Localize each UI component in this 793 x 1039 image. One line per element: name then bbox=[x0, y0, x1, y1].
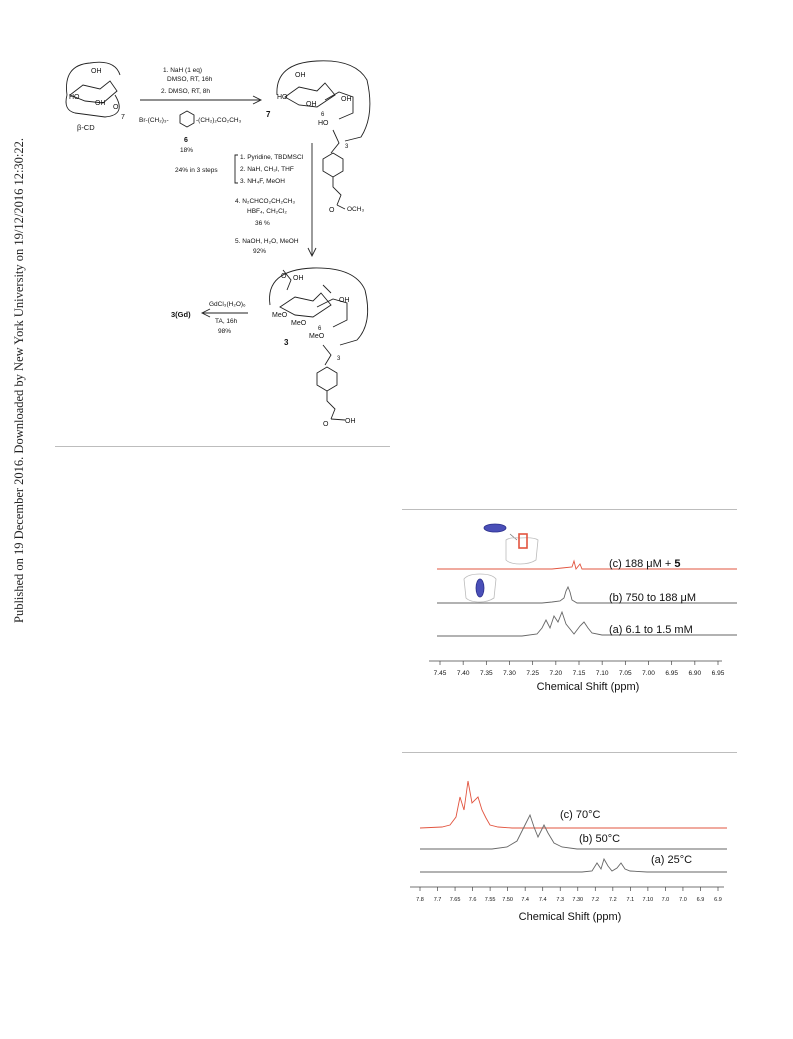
reagent-id: 6 bbox=[184, 137, 188, 144]
x-tick-label: 7.25 bbox=[526, 670, 539, 677]
x-tick-label: 7.4 bbox=[521, 897, 530, 903]
subscript-3: 3 bbox=[345, 144, 349, 150]
yield1: 18% bbox=[180, 147, 194, 154]
gd-product-label: 3(Gd) bbox=[171, 310, 191, 319]
trace-b-label: (b) 750 to 188 μM bbox=[609, 592, 697, 604]
step1-line: 1. NaH (1 eq) bbox=[163, 67, 203, 74]
meo-label: MeO bbox=[272, 312, 288, 319]
synthesis-scheme bbox=[55, 55, 395, 430]
subscript-3: 3 bbox=[337, 356, 341, 362]
step-line: 3. NH₄F, MeOH bbox=[240, 178, 285, 185]
nmr2-top-rule bbox=[402, 752, 737, 753]
x-tick-label: 7.0 bbox=[661, 897, 670, 903]
trace-b-label: (b) 50°C bbox=[579, 833, 621, 845]
ho-label: HO bbox=[318, 120, 329, 127]
nmr1-top-rule bbox=[402, 509, 737, 510]
x-tick-label: 7.00 bbox=[642, 670, 655, 677]
x-tick-label: 7.30 bbox=[503, 670, 516, 677]
trace-a-label: (a) 25°C bbox=[651, 854, 693, 866]
x-tick-label: 7.8 bbox=[416, 897, 424, 903]
step5-line: 5. NaOH, H₂O, MeOH bbox=[235, 238, 299, 245]
x-tick-label: 7.50 bbox=[502, 897, 514, 903]
oh-label: OH bbox=[339, 297, 350, 304]
x-tick-label: 7.2 bbox=[591, 897, 600, 903]
meo-label: MeO bbox=[309, 333, 325, 340]
inclusion-complex-icon bbox=[484, 524, 538, 564]
step4-line: 4. N₂CHCO₂CH₂CH₃ bbox=[235, 198, 296, 205]
x-axis-label: Chemical Shift (ppm) bbox=[518, 911, 622, 923]
trace-a-label: (a) 6.1 to 1.5 mM bbox=[609, 624, 693, 636]
product7-label: 7 bbox=[266, 110, 271, 119]
gd-condition: 98% bbox=[218, 328, 232, 335]
start-n: 7 bbox=[121, 114, 125, 121]
x-tick-label: 7.4 bbox=[538, 897, 547, 903]
gd-condition: TA, 16h bbox=[215, 318, 238, 325]
subscript-6: 6 bbox=[318, 326, 322, 332]
ho-label: HO bbox=[69, 94, 80, 101]
three-step-yield: 24% in 3 steps bbox=[175, 167, 218, 174]
cyclodextrin-guest-icon bbox=[464, 574, 496, 602]
step-line: 1. Pyridine, TBDMSCl bbox=[240, 154, 304, 161]
o-label: O bbox=[329, 207, 335, 214]
oh-label: OH bbox=[91, 68, 102, 75]
x-tick-label: 7.7 bbox=[433, 897, 442, 903]
x-tick-label: 7.45 bbox=[433, 670, 447, 677]
oh-label: OH bbox=[341, 96, 352, 103]
nmr1-figure bbox=[402, 512, 737, 697]
x-tick-label: 6.95 bbox=[665, 670, 678, 677]
x-tick-label: 7.0 bbox=[679, 897, 687, 903]
x-tick-label: 6.9 bbox=[714, 897, 722, 903]
x-tick-label: 7.15 bbox=[572, 670, 586, 677]
subscript-6: 6 bbox=[321, 112, 325, 118]
x-axis-label: Chemical Shift (ppm) bbox=[536, 681, 640, 693]
x-tick-label: 7.6 bbox=[468, 897, 477, 903]
step4-line: HBF₄, CH₂Cl₂ bbox=[247, 208, 287, 215]
oh-label: OH bbox=[345, 418, 356, 425]
och3-label: OCH₃ bbox=[347, 206, 365, 213]
x-tick-label: 7.55 bbox=[484, 897, 496, 903]
x-tick-label: 7.20 bbox=[549, 670, 563, 677]
step-line: 2. NaH, CH₃I, THF bbox=[240, 166, 294, 173]
x-tick-label: 6.95 bbox=[711, 670, 725, 677]
x-tick-label: 7.30 bbox=[572, 897, 584, 903]
x-tick-label: 7.10 bbox=[642, 897, 654, 903]
x-tick-label: 7.1 bbox=[626, 897, 635, 903]
trace-c-label: (c) 70°C bbox=[560, 809, 601, 821]
ho-label: HO bbox=[277, 94, 288, 101]
x-tick-label: 7.35 bbox=[480, 670, 493, 677]
start-label: β-CD bbox=[77, 123, 95, 132]
download-note: Published on 19 December 2016. Downloaded by New York University on 19/12/2016 12:30:22. bbox=[12, 137, 26, 623]
x-tick-label: 7.65 bbox=[449, 897, 461, 903]
reagent-right: -(CH₂)₂CO₂CH₃ bbox=[196, 117, 242, 124]
x-tick-label: 7.2 bbox=[608, 897, 617, 903]
step4-line: 36 % bbox=[255, 220, 270, 227]
x-tick-label: 7.10 bbox=[595, 670, 609, 677]
x-tick-label: 7.05 bbox=[619, 670, 632, 677]
oh-label: O bbox=[113, 104, 119, 111]
oh-label: OH bbox=[295, 72, 306, 79]
o-label: O bbox=[281, 273, 287, 280]
meo-label: MeO bbox=[291, 320, 307, 327]
x-tick-label: 7.3 bbox=[556, 897, 565, 903]
product3-label: 3 bbox=[284, 338, 289, 347]
oh-label: OH bbox=[95, 100, 106, 107]
trace-c bbox=[437, 561, 737, 569]
o-label: O bbox=[323, 421, 329, 428]
step5-line: 92% bbox=[253, 248, 267, 255]
oh-label: OH bbox=[306, 101, 317, 108]
x-tick-label: 6.9 bbox=[696, 897, 705, 903]
nmr2-figure bbox=[402, 755, 737, 925]
x-tick-label: 6.90 bbox=[688, 670, 702, 677]
scheme-divider bbox=[55, 446, 390, 447]
step1-line: 2. DMSO, RT, 8h bbox=[161, 88, 211, 95]
step1-line: DMSO, RT, 16h bbox=[167, 76, 213, 83]
reagent-left: Br-(CH₂)₃- bbox=[139, 117, 169, 124]
x-tick-label: 7.40 bbox=[456, 670, 470, 677]
trace-c-label: (c) 188 μM + 5 bbox=[609, 558, 681, 570]
gd-condition: GdCl₃(H₂O)₆ bbox=[209, 301, 246, 308]
oh-label: OH bbox=[293, 275, 304, 282]
